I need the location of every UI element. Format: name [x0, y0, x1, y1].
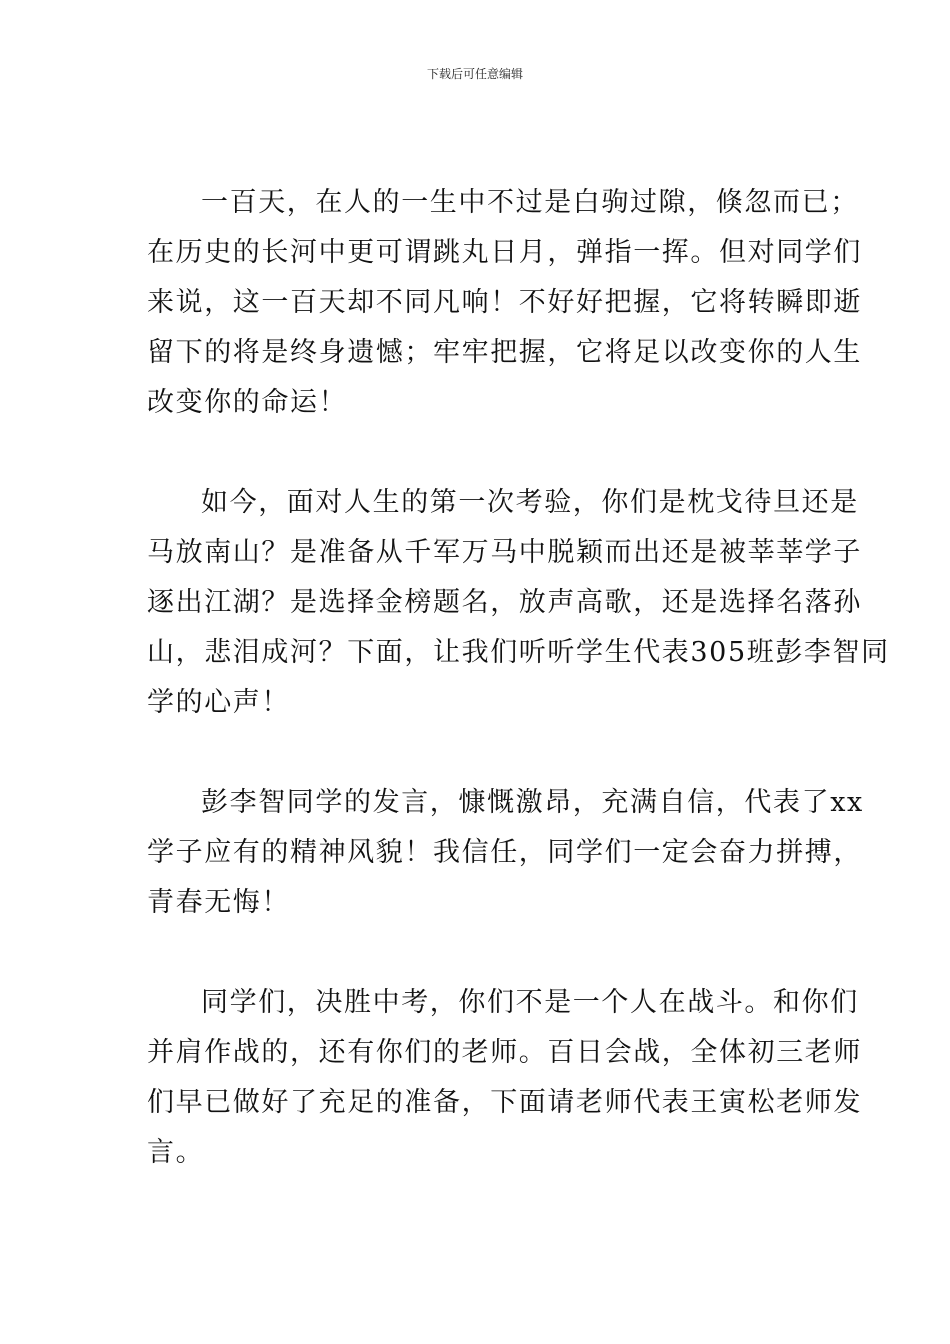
paragraph-1: [147, 178, 862, 428]
text-line: 学子应有的精神风貌！我信任，同学们一定会奋力拼搏，: [147, 837, 862, 868]
text-line: 在历史的长河中更可谓跳丸日月，弹指一挥。但对同学们: [147, 237, 862, 268]
text-line: 马放南山？是准备从千军万马中脱颖而出还是被莘莘学子: [147, 537, 862, 568]
text-line: 彭李智同学的发言，慷慨激昂，充满自信，代表了xx: [201, 787, 864, 818]
document-body: [147, 178, 890, 1178]
text-line: 留下的将是终身遗憾；牢牢把握，它将足以改变你的人生: [147, 337, 862, 368]
text-line: 并肩作战的，还有你们的老师。百日会战，全体初三老师: [147, 1037, 862, 1068]
paragraph-2: [147, 478, 890, 728]
text-line: 青春无悔！: [147, 887, 290, 918]
text-line: 学的心声！: [147, 687, 290, 718]
text-line: 同学们，决胜中考，你们不是一个人在战斗。和你们: [201, 987, 859, 1018]
text-line: 言。: [147, 1137, 205, 1168]
paragraph-3: [147, 778, 864, 928]
text-line: 一百天，在人的一生中不过是白驹过隙，倏忽而已；: [201, 187, 859, 218]
text-line: 逐出江湖？是选择金榜题名，放声高歌，还是选择名落孙: [147, 587, 862, 618]
text-line: 来说，这一百天却不同凡响！不好好把握，它将转瞬即逝: [147, 287, 862, 318]
text-line: 山，悲泪成河？下面，让我们听听学生代表305班彭李智同: [147, 637, 890, 668]
text-line: 改变你的命运！: [147, 387, 348, 418]
header-note: 下载后可任意编辑: [426, 67, 523, 81]
text-line: 如今，面对人生的第一次考验，你们是枕戈待旦还是: [201, 487, 859, 518]
paragraph-4: [147, 978, 862, 1178]
text-line: 们早已做好了充足的准备，下面请老师代表王寅松老师发: [147, 1087, 862, 1118]
